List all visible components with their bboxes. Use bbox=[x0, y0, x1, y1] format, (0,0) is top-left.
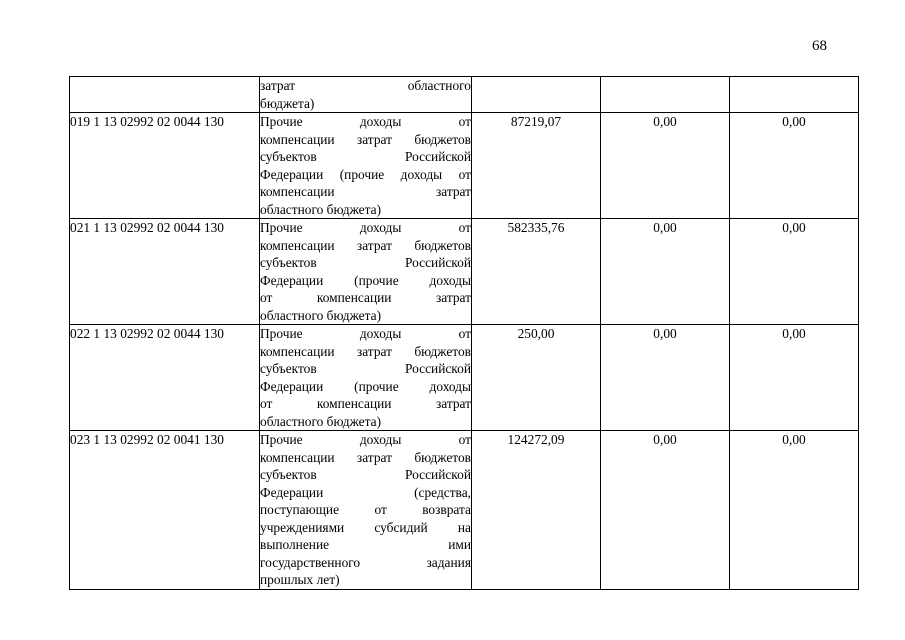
column-2-value: 0,00 bbox=[653, 326, 677, 341]
table-row bbox=[70, 77, 859, 113]
amount-value: 124272,09 bbox=[507, 432, 565, 447]
description-line: поступающие от возврата bbox=[260, 502, 471, 517]
description-line: бюджета) bbox=[260, 95, 315, 111]
amount-value-cell bbox=[472, 219, 601, 325]
description-line: Федерации (средства, bbox=[260, 484, 471, 500]
amount-value-cell bbox=[472, 431, 601, 590]
description-line: компенсации затрат бюджетов bbox=[260, 449, 471, 465]
description-line: Федерации (прочие доходы bbox=[260, 272, 471, 288]
column-3-value: 0,00 bbox=[782, 432, 806, 447]
amount-value-cell bbox=[472, 113, 601, 219]
amount-value: 250,00 bbox=[517, 326, 555, 341]
description-line: Прочие доходы от bbox=[260, 114, 471, 129]
description-cell bbox=[260, 113, 472, 219]
description-line: субъектов Российской bbox=[260, 467, 471, 482]
description-cell bbox=[260, 77, 472, 113]
column-3-value: 0,00 bbox=[782, 326, 806, 341]
column-3-value-cell bbox=[730, 113, 859, 219]
column-2-value: 0,00 bbox=[653, 432, 677, 447]
column-2-value-cell bbox=[601, 77, 730, 113]
description-line: субъектов Российской bbox=[260, 149, 471, 164]
table-row bbox=[70, 219, 859, 325]
revenue-code-cell bbox=[70, 219, 260, 325]
amount-value-cell bbox=[472, 77, 601, 113]
revenue-code bbox=[70, 77, 259, 95]
description-line: областного бюджета) bbox=[260, 413, 382, 429]
description-line: затрат областного bbox=[260, 78, 471, 93]
column-3-value bbox=[730, 77, 858, 95]
column-3-value: 0,00 bbox=[782, 114, 806, 129]
table-row bbox=[70, 325, 859, 431]
page-number: 68 bbox=[812, 38, 827, 54]
column-2-value bbox=[601, 77, 729, 95]
description-line: Прочие доходы от bbox=[260, 432, 471, 447]
description-line: от компенсации затрат bbox=[260, 396, 471, 411]
description-line: субъектов Российской bbox=[260, 255, 471, 270]
budget-table bbox=[69, 76, 859, 590]
column-2-value-cell bbox=[601, 113, 730, 219]
description-line: компенсации затрат бюджетов bbox=[260, 237, 471, 253]
column-3-value: 0,00 bbox=[782, 220, 806, 235]
description-line: субъектов Российской bbox=[260, 361, 471, 376]
column-2-value: 0,00 bbox=[653, 220, 677, 235]
revenue-code-cell bbox=[70, 113, 260, 219]
table-row bbox=[70, 431, 859, 590]
revenue-code-cell bbox=[70, 325, 260, 431]
description-line: Федерации (прочие доходы bbox=[260, 378, 471, 394]
description-cell bbox=[260, 325, 472, 431]
column-2-value-cell bbox=[601, 325, 730, 431]
description-line: прошлых лет) bbox=[260, 572, 340, 587]
description-line: областного бюджета) bbox=[260, 201, 382, 217]
amount-value: 582335,76 bbox=[507, 220, 565, 235]
column-3-value-cell bbox=[730, 219, 859, 325]
revenue-code-cell bbox=[70, 431, 260, 590]
description-cell bbox=[260, 431, 472, 590]
description-line: учреждениями субсидий на bbox=[260, 519, 471, 535]
table-body bbox=[70, 77, 859, 590]
column-2-value-cell bbox=[601, 219, 730, 325]
description-line: компенсации затрат bbox=[260, 184, 471, 199]
column-3-value-cell bbox=[730, 325, 859, 431]
description-line: компенсации затрат бюджетов bbox=[260, 343, 471, 359]
amount-value-cell bbox=[472, 325, 601, 431]
column-2-value-cell bbox=[601, 431, 730, 590]
description-line: Прочие доходы от bbox=[260, 220, 471, 235]
revenue-code: 022 1 13 02992 02 0044 130 bbox=[70, 326, 224, 341]
description-line: от компенсации затрат bbox=[260, 290, 471, 305]
description-line: выполнение ими bbox=[260, 537, 471, 552]
description-cell bbox=[260, 219, 472, 325]
column-2-value: 0,00 bbox=[653, 114, 677, 129]
column-3-value-cell bbox=[730, 431, 859, 590]
description-line: областного бюджета) bbox=[260, 307, 382, 323]
table-row bbox=[70, 113, 859, 219]
revenue-code: 023 1 13 02992 02 0041 130 bbox=[70, 432, 224, 447]
revenue-code: 019 1 13 02992 02 0044 130 bbox=[70, 114, 224, 129]
description-line: Федерации (прочие доходы от bbox=[260, 166, 471, 182]
revenue-code: 021 1 13 02992 02 0044 130 bbox=[70, 220, 224, 235]
revenue-code-cell bbox=[70, 77, 260, 113]
column-3-value-cell bbox=[730, 77, 859, 113]
description-line: Прочие доходы от bbox=[260, 326, 471, 341]
amount-value bbox=[472, 77, 600, 95]
amount-value: 87219,07 bbox=[510, 114, 562, 129]
description-line: компенсации затрат бюджетов bbox=[260, 131, 471, 147]
description-line: государственного задания bbox=[260, 554, 471, 570]
